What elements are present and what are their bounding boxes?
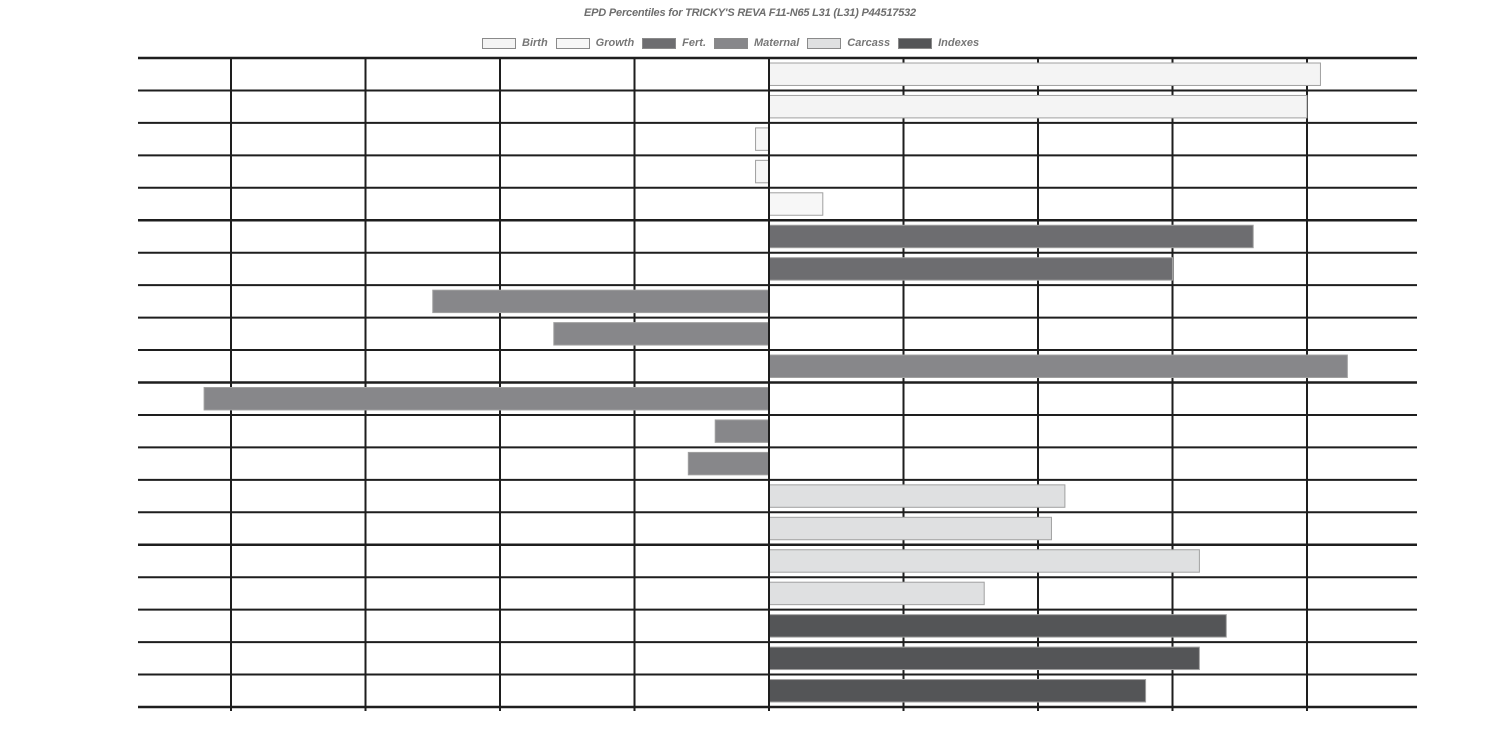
legend-label: Maternal	[754, 37, 800, 49]
bar-growth	[769, 193, 823, 215]
bar-fert	[769, 258, 1173, 280]
bar-indexes	[769, 615, 1226, 637]
bar-maternal	[554, 323, 769, 345]
chart-title: EPD Percentiles for TRICKY'S REVA F11-N65 L31 (L31) P44517532	[584, 7, 916, 19]
bar-fert	[769, 225, 1253, 247]
bar-growth	[756, 160, 769, 182]
legend-label: Carcass	[847, 37, 891, 49]
bar-growth	[756, 128, 769, 150]
bar-maternal	[433, 290, 769, 312]
bar-maternal	[769, 355, 1347, 377]
legend-label: Indexes	[938, 37, 980, 49]
bar-carcass	[769, 485, 1065, 507]
legend-label: Fert.	[682, 37, 707, 49]
bar-maternal	[715, 420, 769, 442]
bar-maternal	[204, 388, 769, 410]
bar-indexes	[769, 680, 1146, 702]
bar-indexes	[769, 647, 1199, 669]
legend-label: Growth	[595, 37, 635, 49]
bar-carcass	[769, 517, 1051, 539]
bar-carcass	[769, 582, 984, 604]
bar-maternal	[688, 452, 769, 474]
bar-carcass	[769, 550, 1199, 572]
bar-birth	[769, 63, 1320, 85]
legend-label: Birth	[522, 37, 548, 49]
bar-birth	[769, 95, 1307, 117]
